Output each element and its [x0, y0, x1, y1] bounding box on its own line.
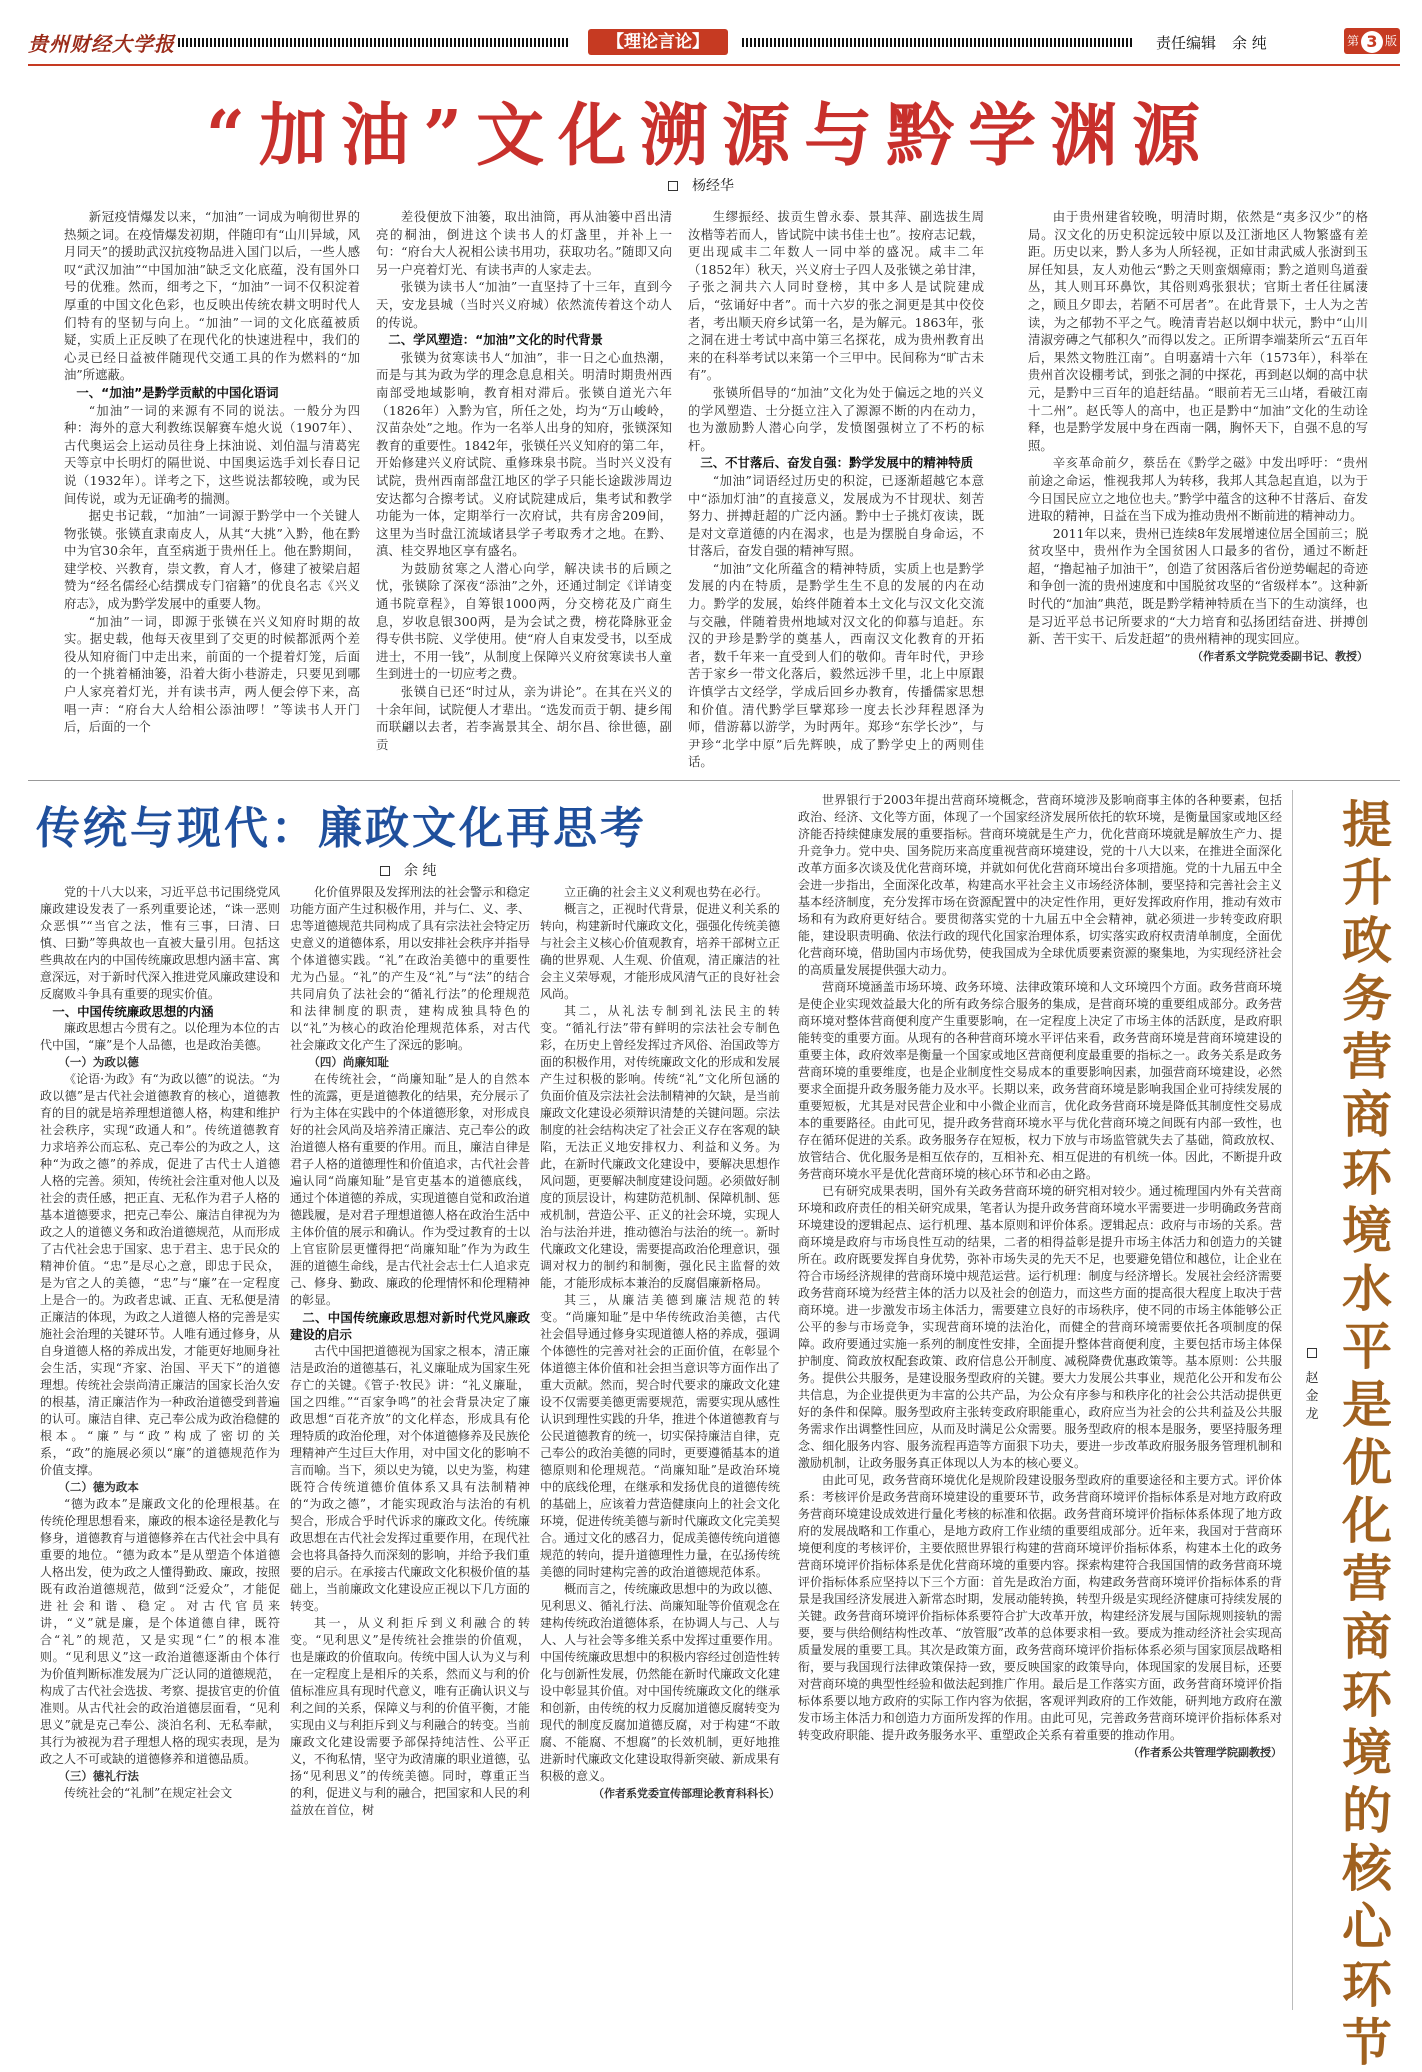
byline-square-icon	[1307, 1348, 1317, 1358]
paragraph: 张锳为读书人“加油”一直坚持了十三年，直到今天，安龙县城（当时兴义府城）依然流传着这个动人的传说。	[376, 279, 672, 330]
article2-column-2	[290, 884, 530, 1819]
author-note: （作者系党委宣传部理论教育科科长）	[593, 1787, 780, 1800]
section-divider	[28, 780, 1400, 781]
article3-body	[798, 792, 1282, 1761]
article1-column-1	[64, 208, 360, 736]
paragraph: 由于贵州建省较晚，明清时期，依然是“夷多汉少”的格局。汉文化的历史积淀远较中原以及江浙地区人物繁盛有差距。历史以来，黔人多为人所轻视，正如甘肃武威人张澍到玉屏任知县，友人劝他云“黔之天则蛮烟瘴雨；黔之道则鸟道蚕丛，其人则耳环鼻饮，其俗则鸡张狠状；官斯土者任往属淒之，顾且夕即去，若陋不可居者”。在此背景下，士人为之苦读，为之郁勃不平之气。晚清青岩赵以炯中状元，黔中“山川清淑旁磚之气郁积久”而得以发之。正所谓李端棻所云“五百年后，果然文物胜江南”。自明嘉靖十六年（1573年），科举在贵州首次设棚考试，到张之洞的中探花，再到赵以炯的高中状元，是黔中三百年的追赶结晶。“眼前若无三山堵，看破江南十二州”。赵氏等人的高中，也正是黔中“加油”文化的生动诠释，也是黔学发展中身在西南一隅，胸怀天下，自强不息的写照。	[1028, 209, 1368, 453]
article1-column-3	[688, 208, 984, 771]
column-divider	[1292, 790, 1293, 2010]
byline-square-icon	[668, 181, 678, 191]
paragraph: 化价值界限及发挥刑法的社会警示和稳定功能方面产生过积极作用，并与仁、义、孝、忠等道德规范共同构成了具有宗法社会特定历史意义的道德体系，用以安排社会秩序并指导个体道德实践。“礼”在政治美德中的重要性尤为凸显。“礼”的产生及“礼”与“法”的结合共同肩负了法社会的“循礼行法”的伦理规范和法律制度的职责，建构成独具特色的以“礼”为核心的政治伦理规范体系，对古代社会廉政文化产生了深远的影响。	[290, 885, 531, 1052]
section-heading: 一、中国传统廉政思想的内涵	[52, 1004, 214, 1019]
paragraph: 为鼓励贫寒之人潜心向学，解决读书的后顾之忧，张锳除了深夜“添油”之外，还通过制定《详请变通书院章程》，自筹银1000两，分交榜花及广商生息，岁收息银300两，是为会试之费，榜花降脉亚金得专供书院、义学使用。使“府人自束发受书，以至成进士，不用一钱”，从制度上保障兴义府贫寒读书人童生到进士的一切应考之费。	[376, 560, 672, 682]
paragraph: 其三，从廉洁美德到廉洁规范的转变。“尚廉知耻”是中华传统政治美德，古代社会倡导通过修身实现道德人格的养成，强调个体德性的完善对社会的正面价值，在彰显个体道德主体价值和社会担当意识等方面作出了重大贡献。然而，契合时代要求的廉政文化建设不仅需要美德更需要规范，需要实现从感性认识到理性实践的升华，推进个体道德教育与公民道德教育的统一，切实保持廉洁自律，克己奉公的政治美德的同时，更要遵循基本的道德原则和伦理规范。“尚廉知耻”是政治环境中的底线伦理，在继承和发扬优良的道德传统的基础上，应该着力营造健康向上的社会文化环境，促进传统美德与新时代廉政文化完美契合。通过文化的感召力，促成美德传统向道德规范的转向，提升道德理性力量，在弘扬传统美德的同时建构完善的政治道德规范体系。	[540, 1293, 781, 1579]
page-suffix: 版	[1385, 34, 1398, 48]
paragraph: 张锳所倡导的“加油”文化为处于偏远之地的兴义的学风塑造、士分挺立注入了源源不断的内在动力，也为激励黔人潜心向学，发愤图强树立了不朽的标杆。	[688, 384, 984, 453]
paragraph: 概而言之，传统廉政思想中的为政以德、见利思义、循礼行法、尚廉知耻等价值观念在建构传统政治道德体系，在协调人与己、人与人、人与社会等多维关系中发挥过重要作用。中国传统廉政思想中的积极内容经过创造性转化与创新性发展，仍然能在新时代廉政文化建设中彰显其价值。对中国传统廉政文化的继承和创新，由传统的权力反腐加道德反腐转变为现代的制度反腐加道德反腐，对于构建“不敢腐、不能腐、不想腐”的长效机制，更好地推进新时代廉政文化建设取得新突破、新成果有积极的意义。	[540, 1582, 781, 1783]
editor-name: 余 纯	[1232, 34, 1267, 52]
section-heading: 二、学风塑造：“加油”文化的时代背景	[388, 332, 603, 348]
masthead-rule	[28, 64, 1400, 66]
page-prefix: 第	[1346, 34, 1359, 48]
paragraph: 张锳自已还“时过从，亲为讲论”。在其在兴义的十余年间，试院便人才辈出。“选发而贡于朝、捷乡闱而联翩以去者，若李嵩景其全、胡尔昌、徐世德，副贡	[376, 684, 672, 752]
paragraph: 古代中国把道德视为国家之根本，清正廉洁是政治的道德基石，礼义廉耻成为国家生死存亡的关键。《管子·牧民》讲：“礼义廉耻，国之四维。”“百家争鸣”的社会背景决定了廉政思想“百花齐放”的文化样态，形成具有伦理特质的政治伦理，对个体道德修养及民族伦理精神产生过巨大作用，对中国文化的影响不言而喻。当下，须以史为镜，以史为鉴，构建既符合传统道德价值体系又具有法制精神的“为政之德”，才能实现政治与法治的有机契合，形成合乎时代诉求的廉政文化。传统廉政思想在古代社会发挥过重要作用，在现代社会也将具备持久而深刻的影响，并给予我们重要的启示。在承接古代廉政文化积极价值的基础上，当前廉政文化建设应正视以下几方面的转变。	[290, 1344, 531, 1613]
masthead-decoration-left	[178, 38, 568, 47]
byline-square-icon	[380, 866, 390, 876]
section-heading: 一、“加油”是黔学贡献的中国化语词	[76, 384, 279, 400]
paragraph: 辛亥革命前夕，蔡岳在《黔学之磁》中发出呼吁：“贵州前途之命运，惟视我邦人为转移，我邦人其急起直追，以为于今日国民应立之地位也夫。”黔学中蕴含的这种不甘落后、奋发进取的精神，日益在当下成为推动贵州不断前进的精神动力。	[1028, 455, 1368, 524]
article3-author: 赵金龙	[1305, 1371, 1319, 1422]
column-label: 【理论言论】	[588, 29, 728, 55]
paragraph: 在传统社会，“尚廉知耻”是人的自然本性的流露，更是道德教化的结果，充分展示了行为主体在实践中的个体道德形象，对形成良好的社会风尚及培养清正廉洁、克己奉公的政治道德人格有重要的作用。而且，廉洁自律是君子人格的道德理性和价值追求，古代社会普遍认同“尚廉知耻”是官吏基本的道德底线，通过个体道德的养成，实现道德自觉和政治道德践履，是对君子理想道德人格在政治生活中主体价值的展示和确认。作为受过教育的士以上官宦阶层更懂得把“尚廉知耻”作为为政生涯的道德生命线，是古代社会志士仁人追求克己、修身、勤政、廉政的伦理情怀和伦理精神的彰显。	[290, 1072, 531, 1307]
paragraph: 传统社会的“礼制”在规定社会文	[64, 1786, 233, 1800]
editor-label: 责任编辑	[1156, 34, 1217, 52]
paragraph: 据史书记载，“加油”一词源于黔学中一个关键人物张锳。张锳直隶南皮人，从其“大挑”入黔，他在黔中为官30余年，直至病逝于贵州任上。他在黔期间，建学校、兴教育，崇文教，育人才，修建了被梁启超赞为“经名儒经心结撰成专门宿籍”的优良名志《兴义府志》，成为黔学发展中的重要人物。	[64, 508, 360, 612]
paragraph: “加油”文化所蕴含的精神特质，实质上也是黔学发展的内在特质，是黔学生生不息的发展的内在动力。黔学的发展，始终伴随着本土文化与汉文化交流与交融，伴随着贵州地域对汉文化的仰慕与追赶。东汉的尹珍是黔学的奠基人，西南汉文化教育的开拓者，数千年来一直受到人们的敬仰。青年时代，尹珍苦于家乡一带文化落后，毅然远涉千里，北上中原跟许慎学古文经学，学成后回乡办教育，传播儒家思想和价值。清代黔学巨擘郑珍一度去长沙拜程恩泽为师，借游幕以游学，为时两年。郑珍“东学长沙”，与尹珍“北学中原”后先辉映，成了黔学史上的两则佳话。	[688, 560, 984, 770]
subheading: （四）尚廉知耻	[308, 1055, 389, 1069]
subheading: （三）德礼行法	[58, 1769, 139, 1783]
author-note: （作者系文学院党委副书记、教授）	[1192, 649, 1368, 663]
article1-column-2	[376, 208, 672, 753]
paragraph: 廉政思想古今贯有之。以伦理为本位的古代中国，“廉”是个人品德，也是政治美德。	[40, 1021, 281, 1052]
masthead-decoration-right	[742, 38, 1132, 47]
subheading: （一）为政以德	[58, 1055, 139, 1069]
paragraph: 2011年以来，贵州已连续8年发展增速位居全国前三；脱贫攻坚中，贵州作为全国贫困人口最多的省份，通过不断赶超，“撸起袖子加油干”，创造了贫困落后省份逆势崛起的奇迹和争创一流的贵州速度和中国脱贫攻坚的“省级样本”。这种新时代的“加油”典范，既是黔学精神特质在当下的生动演绎，也是习近平总书记所要求的“大力培育和弘扬团结奋进、拼搏创新、苦干实干、后发赶超”的贵州精神的现实回应。	[1028, 525, 1368, 647]
paragraph: 差役便放下油篓，取出油筒，再从油篓中舀出清亮的桐油，倒进这个读书人的灯盏里，并补上一句：“府台大人祝相公读书用功，获取功名。”随即又向另一户亮着灯光、有读书声的人家走去。	[376, 209, 672, 277]
page-number: 3	[1361, 31, 1383, 53]
page-number-badge	[1344, 28, 1400, 54]
paragraph: 世界银行于2003年提出营商环境概念，营商环境涉及影响商事主体的各种要素，包括政治、经济、文化等方面，体现了一个国家经济发展所依托的软环境，是衡量国家或地区经济能否持续健康发展的重要指标。营商环境就是生产力，优化营商环境就是解放生产力、提升竞争力。党中央、国务院历来高度重视营商环境建设，党的十八大以来，在推进全面深化改革方面多次谈及优化营商环境，并就如何优化营商环境出台多项措施。党的十九届五中全会进一步指出，全面深化改革，构建高水平社会主义市场经济体制，要坚持和完善社会主义基本经济制度，充分发挥市场在资源配置中的决定性作用，更好发挥政府作用，推动有效市场和有为政府更好结合。要贯彻落实党的十九届五中全会精神，就必须进一步转变政府职能，建设职责明确、依法行政的现代化国家治理体系，切实落实政府权责清单制度，全面优化营商环境，借助国内市场优势，使我国成为全球优质要素资源的聚集地，为实现经济社会的高质量发展提供强大动力。	[798, 793, 1282, 977]
article2-column-1	[40, 884, 280, 1802]
article1-column-4	[1028, 208, 1368, 665]
paragraph: 生缪振经、拔贡生曾永泰、景其萍、副选拔生周汝楷等若而人，皆试院中读书佳士也”。按府志记载，更出现咸丰二年数人一同中举的盛况。咸丰二年（1852年）秋天，兴义府士子四人及张锳之弟甘津，子张之洞共六人同时登榜，其中多人是试院建成后，“弦诵好中者”。而十六岁的张之洞更是其中佼佼者，考出顺天府乡试第一名，是为解元。1863年，张之洞在进士考试中高中第三名探花，成为贵州教育出来的在科举考试以来第一个三甲中。民间称为“旷古未有”。	[688, 209, 984, 383]
article2-title: 传统与现代：廉政文化再思考	[36, 803, 647, 854]
article2-byline	[380, 860, 436, 880]
paragraph: 张锳为贫寒读书人“加油”，非一日之心血热潮，而是与其为政为学的理念息息相关。明清时期贵州西南部受地域影响，教育相对滞后。张锳自道光六年（1826年）入黔为官，所任之处，均为“万山峻岭，汉苗杂处”之地。作为一名举人出身的知府，张锳深知教育的重要性。1842年，张锳任兴义知府的第二年，开始修建兴义府试院、重修珠泉书院。当时兴义没有试院，贵州西南部盘江地区的学子只能长途跋涉周边安达都匀合擦考试。义府试院建成后，集考试和教学功能为一体，定期举行一次府试，共有房舍209间，这里为当时盘江流域诸县学子考取秀才之地。在黔、滇、桂交界地区享有盛名。	[376, 349, 672, 559]
paragraph: “加油”一词的来源有不同的说法。一般分为四种：海外的意大利教练误解赛车熄火说（1907年）、古代奥运会上运动员往身上抹油说、刘伯温与清葛宪天等京中长明灯的隔世说、中国奥运选手刘长春日记说（1932年）。详考之下，这些说法都较晚，或为民间传说，或为无证确考的揣测。	[64, 402, 360, 506]
paragraph: 《论语·为政》有“为政以德”的说法。“为政以德”是古代社会道德教育的核心，道德教育的目的就是培养理想道德人格，构建和维护社会秩序，实现“政通人和”。传统道德教育力求培养公而忘私、克己奉公的为政之人，这种“为政之德”的养成，促进了古代士人道德人格的完善。须知，传统社会注重对他人以及社会的责任感，把正直、无私作为君子人格的基本道德要求，把克己奉公、廉洁自律视为为政之人的道德义务和政治道德规范，从而形成了古代社会忠于国家、忠于君主、忠于民众的精神价值。“忠”是尽心之意，即忠于民众，是为官之人的美德，“忠”与“廉”在一定程度上是合一的。为政者忠诚、正直、无私便是清正廉洁的体现，为政之人道德人格的完善是实施社会治理的关键环节。人唯有通过修身，从自身道德人格的养成出发，才能更好地厕身社会生活，实现“齐家、治国、平天下”的道德理想。传统社会崇尚清正廉洁的国家长治久安的根基，清正廉洁作为一种政治道德受到普遍的认可。廉洁自律、克己奉公成为政治稳健的根本。“廉”与“政”构成了密切的关系，“政”的施展必须以“廉”的道德规范作为价值支撑。	[40, 1072, 281, 1477]
paragraph: “加油”一词，即源于张锳在兴义知府时期的故实。据史载，他每天夜里到了交更的时候都派两个差役从知府衙门中走出来，前面的一个提着灯笼，后面的一个挑着桶油篓，沿着大街小巷游走，只要见到哪户人家亮着灯光，并有读书声，两人便会停下来，高唱一声：“府台大人给相公添油啰！”等读书人开门后，后面的一个	[64, 613, 360, 735]
article1-author: 杨经华	[692, 178, 734, 194]
section-heading: 三、不甘落后、奋发自强：黔学发展中的精神特质	[700, 455, 973, 471]
article3-byline	[1302, 1348, 1322, 1424]
paragraph: 由此可见，政务营商环境优化是规阶段建设服务型政府的重要途径和主要方式。评价体系：考核评价是政务营商环境建设的重要环节，政务营商环境评价指标体系是对地方政府政务营商环境建设成效进行量化考核的标准和依据。政务营商环境评价指标体系体现了地方政府的发展战略和工作重心，是地方政府工作业绩的重要组成部分。近年来，我国对于营商环境便利度的考核评价，主要依照世界银行构建的营商环境评价指标体系，构建本土化的政务营商环境评价指标体系是优化营商环境的重要内容。探索构建符合我国国情的政务营商环境评价指标体系应坚持以下三个方面：首先是政治方面，构建政务营商环境评价指标体系的背景是我国经济发展进入新常态时期，发展动能转换，转型升级是实现经济健康可持续发展的关键。政务营商环境评价指标体系要符合扩大改革开放，构建经济发展与国际规则接轨的需要，要与供给侧结构性改革、“放管服”改革的总体要求相一致。要成为推动经济社会实现高质量发展的重要工具。其次是政策方面，政务营商环境评价指标体系必须与国家顶层战略相衔，要与我国现行法律政策保持一致，要反映国家的政策导向，体现国家的发展目标，还要对营商环境的典型性经验和做法起到推广作用。最后是工作落实方面，政务营商环境评价指标体系要以地方政府的实际工作内容为依据，客观评判政府的工作效能，研判地方政府在激发市场主体活力和创造力方面所发挥的作用。由此可见，完善政务营商环境评价指标体系对转变政府职能、提升政务服务水平、重塑政企关系有着重要的推动作用。	[798, 1473, 1282, 1742]
article1-byline	[668, 175, 734, 195]
paragraph: 其一，从义利拒斥到义利融合的转变。“见利思义”是传统社会推崇的价值观，也是廉政的价值取向。传统中国人认为义与利在一定程度上是相斥的关系，然而义与利的价值标准应具有现时代意义，唯有正确认识义与利之间的关系，保障义与利的价值平衡，才能实现由义与利拒斥到义与利融合的转变。当前廉政文化建设需要予部保持纯洁性、公平正义，不徇私情，坚守为政清廉的职业道德，弘扬“见利思义”的传统美德。同时，尊重正当的利，促进义与利的融合，把国家和人民的利益放在首位，树	[290, 1616, 531, 1817]
author-note: （作者系公共管理学院副教授）	[1128, 1746, 1282, 1759]
paragraph: 概言之，正视时代背景，促进义利关系的转向，构建新时代廉政文化，强强化传统美德与社会主义核心价值观教育，培养干部树立正确的世界观、人生观、价值观，清正廉洁的社会主义荣辱观，才能形成风清气正的良好社会风尚。	[540, 902, 781, 1001]
paragraph: 立正确的社会主义义利观也势在必行。	[564, 885, 769, 899]
article1-title: “加油”文化溯源与黔学渊源	[205, 96, 1215, 176]
article2-author: 余 纯	[404, 863, 437, 879]
paragraph: 新冠疫情爆发以来，“加油”一词成为响彻世界的热频之词。在疫情爆发初期，伴随印有“山川异域，风月同天”的援助武汉抗疫物品进入国门以后，一些人感叹“武汉加油”“中国加油”缺乏文化底蕴，没有国外口号的优雅。然而，细考之下，“加油”一词不仅积淀着厚重的中国文化色彩，也反映出传统农耕文明时代人们特有的坚韧与向上。“加油”一词的文化底蕴被质疑，实质上正反映了在现代化的快速进程中，我们的心灵已经日益被伴随现代交通工具的作为燃料的“加油”所遮蔽。	[64, 209, 360, 383]
paragraph: “德为政本”是廉政文化的伦理根基。在传统伦理思想看来，廉政的根本途径是教化与修身，道德教育与道德修养在古代社会中具有重要的地位。“德为政本”是从塑造个体道德人格出发，使为政之人懂得勤政、廉政，按照既有政治道德规范，做到“泛爱众”，才能促进社会和谐、稳定。对古代官员来讲，“义”就是廉，是个体道德自律，既符合“礼”的规范，又是实现“仁”的根本准则。“见利思义”这一政治道德逐渐由个体行为价值判断标准发展为广泛认同的道德规范，构成了古代社会选拔、考察、提拔官吏的价值准则。从古代社会的政治道德层面看，“见利思义”就是克己奉公、淡泊名利、无私奉献，其行为被视为君子理想人格的现实表现，是为政之人不可或缺的道德修养和道德品质。	[40, 1497, 281, 1766]
subheading: （二）德为政本	[58, 1480, 139, 1494]
section-heading: 二、中国传统廉政思想对新时代党风廉政建设的启示	[290, 1310, 530, 1342]
editor-credit	[1156, 32, 1283, 53]
article3-title: 提升政务营商环境水平是优化营商环境的核心环节	[1342, 795, 1392, 2072]
paragraph: 党的十八大以来，习近平总书记围绕党风廉政建设发表了一系列重要论述，“诛一恶则众恶惧”“当官之法，惟有三事，曰清、曰慎、曰勤”等典故也一直被大量引用。包括这些典故在内的中国传统廉政思想内涵丰富、寓意深远，对于新时代深入推进党风廉政建设和反腐败斗争具有重要的现实价值。	[40, 885, 281, 1001]
paragraph: 营商环境涵盖市场环境、政务环境、法律政策环境和人文环境四个方面。政务营商环境是使企业实现效益最大化的所有政务综合服务的集成，是营商环境的重要组成部分。政务营商环境对整体营商便利度产生重要影响，在一定程度上决定了市场主体的活跃度，是政府职能转变的重要方面。从现有的各种营商环境水平评估来看，政务营商环境是营商环境建设的重要主体，政府效率是衡量一个国家或地区营商便利度最重要的指标之一。政务关系是政务营商环境的重要维度，也是企业制度性交易成本的重要影响因素，加强营商环境建设，必然要求全面提升政务服务能力及水平。长期以来，政务营商环境是影响我国企业可持续发展的重要短板，尤其是对民营企业和中小微企业而言，优化政务营商环境是降低其制度性交易成本的重要路径。由此可见，提升政务营商环境水平与优化营商环境之间既有内部一致性，也存在循环促进的关系。政务服务存在短板，权力下放与市场监管就失去了基础，简政放权、放管结合、优化服务是相互依存的，互相补充、相互促进的有机统一体。因此，不断提升政务营商环境水平是优化营商环境的核心环节和必由之路。	[798, 980, 1282, 1181]
paragraph: 其二，从礼法专制到礼法民主的转变。“循礼行法”带有鲜明的宗法社会专制色彩，在历史上曾经发挥过齐风俗、治国政等方面的积极作用，对传统廉政文化的形成和发展产生过积极的影响。传统“礼”文化所包涵的负面价值及宗法社会法制精神的欠缺，是当前廉政文化建设必须辩识清楚的关键问题。宗法制度的社会结构决定了社会正义存在客观的缺陷，无法正义地安排权力、利益和义务。为此，在新时代廉政文化建设中，要解决思想作风问题，更要解决制度建设问题。必须做好制度的顶层设计，构建防范机制、保障机制、惩戒机制，营造公平、正义的社会环境，实现人治与法治并进，推动德治与法治的统一。新时代廉政文化建设，需要提高政治伦理意识，强调对权力的制约和制衡，强化民主监督的效能，才能形成标本兼治的反腐倡廉新格局。	[540, 1004, 781, 1290]
masthead-logo: 贵州财经大学报	[28, 32, 175, 56]
masthead	[28, 26, 1400, 60]
article2-column-3	[540, 884, 780, 1802]
paragraph: 已有研究成果表明，国外有关政务营商环境的研究相对较少。通过梳理国内外有关营商环境和政府责任的相关研究成果，笔者认为提升政务营商环境水平需要进一步明确政务营商环境建设的逻辑起点、运行机理、基本原则和评价体系。逻辑起点：政府与市场的关系。营商环境是政府与市场良性互动的结果，二者的相得益彰是提升市场主体活力和创造力的关键所在。政府既要发挥自身优势，弥补市场失灵的先天不足，也要避免错位和越位，让企业在符合市场经济规律的营商环境中规范运营。运行机理：制度与经济增长。发展社会经济需要政务营商环境为经营主体的活力以及社会的创造力，而这些方面的提高很大程度上取决于营商环境。进一步激发市场主体活力，需要建立良好的市场秩序，使不同的市场主体能够公正公平的参与市场竞争，实现营商环境的法治化，而健全的营商环境需要依托各项制度的保障。政府要通过实施一系列的制度性安排，全面提升整体营商便利度，主要包括市场主体保护制度、简政放权配套政策、政府信息公开制度、减税降费优惠政策等。基本原则：公共服务。提供公共服务，是建设服务型政府的关键。要大力发展公共事业，规范化公开和发布公共信息，为企业提供更为丰富的公共产品，为公众有序参与和秩序化的社会公共活动提供更好的条件和保障。服务型政府主张转变政府职能重心，政府应当为社会的公共利益及公共服务需求作出调整性回应，从而及时满足公众需要。服务型政府的根本是服务，要坚持服务理念、细化服务内容、服务流程再造等方面狠下功夫，要进一步改革政府服务服务管理机制和激励机制，让政务服务真正体现以人为本的核心要义。	[798, 1184, 1282, 1470]
paragraph: “加油”词语经过历史的积淀，已逐渐超越它本意中“添加灯油”的直接意义，发展成为不甘现状、刻苦努力、拼搏赶超的广泛内涵。黔中士子挑灯夜读，既是对文章道德的内在渴求，也是为摆脱自身命运，不甘落后，奋发自强的精神写照。	[688, 472, 984, 559]
